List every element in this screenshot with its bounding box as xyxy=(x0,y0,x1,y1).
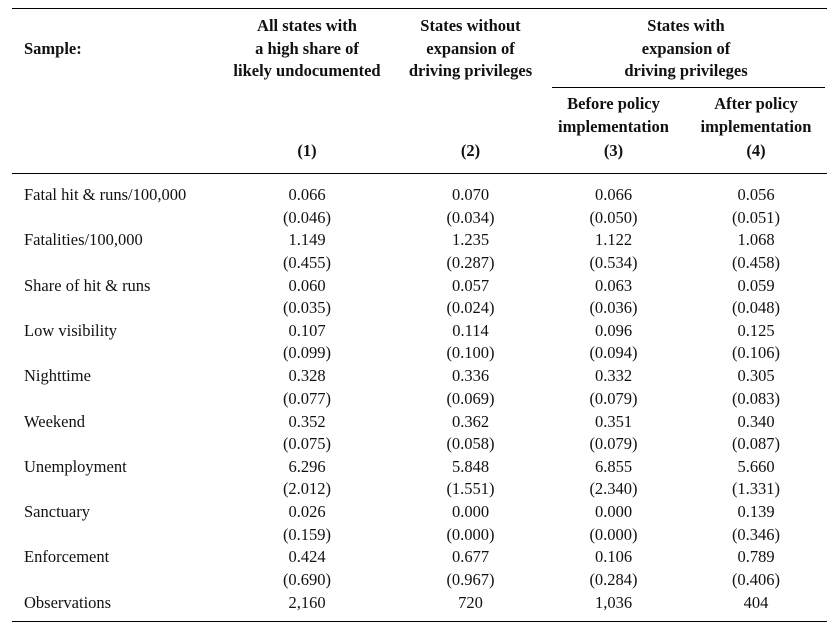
sd-cell: (0.077) xyxy=(282,388,332,408)
sd-cell: (0.058) xyxy=(446,434,495,453)
mean-cell: 0.106 xyxy=(594,547,633,567)
col-number-3: (3) xyxy=(603,141,624,160)
mean-cell: 0.070 xyxy=(451,185,490,204)
sd-cell: (0.287) xyxy=(446,252,495,272)
mean-cell: 0.340 xyxy=(737,411,775,431)
mean-cell: 0.057 xyxy=(451,275,490,295)
sd-cell: (2.012) xyxy=(282,479,332,499)
sd-cell: (0.050) xyxy=(589,207,638,227)
col-number-1: (1) xyxy=(297,141,317,160)
sd-cell: (2.340) xyxy=(589,479,638,499)
row-label: Weekend xyxy=(24,411,85,431)
sd-cell: (0.106) xyxy=(731,343,781,363)
col-number-4: (4) xyxy=(746,141,766,160)
mean-cell: 0.096 xyxy=(594,320,633,340)
sd-cell: (0.094) xyxy=(589,343,638,363)
mean-cell: 1.235 xyxy=(451,230,490,250)
row-label: Low visibility xyxy=(24,320,118,340)
mean-cell: 1.122 xyxy=(594,230,633,250)
group-underline xyxy=(552,87,825,88)
mean-cell: 0.026 xyxy=(288,502,326,522)
col1-title xyxy=(222,15,392,83)
sd-cell: (0.024) xyxy=(446,298,495,318)
sd-cell: (0.534) xyxy=(589,252,638,272)
row-label: Nighttime xyxy=(24,366,91,386)
sd-cell: (0.967) xyxy=(446,569,495,589)
col2-title xyxy=(398,15,543,83)
sd-cell: (1.331) xyxy=(731,479,781,499)
col1-title-line: likely undocumented xyxy=(233,61,381,80)
col4-subtitle-line: After policy xyxy=(714,94,798,113)
mean-cell: 0.063 xyxy=(594,275,633,295)
sd-cell: (0.100) xyxy=(446,343,495,363)
sd-cell: (1.551) xyxy=(446,479,495,499)
observations-cell: 720 xyxy=(458,593,483,612)
observations-cell: 2,160 xyxy=(288,593,326,612)
sd-cell: (0.048) xyxy=(731,298,781,318)
group-title-line: States with xyxy=(647,16,725,35)
mean-cell: 0.066 xyxy=(594,185,633,204)
mean-cell: 6.296 xyxy=(288,456,326,476)
mean-cell: 1.149 xyxy=(288,230,326,250)
sd-cell: (0.051) xyxy=(731,207,781,227)
bottom-rule xyxy=(12,621,827,622)
mean-cell: 0.059 xyxy=(737,275,775,295)
header-rule xyxy=(12,173,827,174)
sd-cell: (0.458) xyxy=(731,252,781,272)
observations-cell: 1,036 xyxy=(594,593,633,612)
row-label: Fatalities/100,000 xyxy=(24,230,143,250)
mean-cell: 0.107 xyxy=(288,320,326,340)
mean-cell: 0.114 xyxy=(452,320,489,340)
sd-cell: (0.406) xyxy=(731,569,781,589)
observations-cell: 404 xyxy=(743,593,769,612)
sd-cell: (0.099) xyxy=(282,343,332,363)
sd-cell: (0.159) xyxy=(282,524,332,544)
mean-cell: 0.056 xyxy=(737,185,775,204)
col3-subtitle xyxy=(546,93,681,138)
mean-cell: 0.000 xyxy=(594,502,633,522)
group-title-line: expansion of xyxy=(641,38,731,58)
mean-cell: 0.352 xyxy=(288,411,326,431)
mean-cell: 0.332 xyxy=(594,366,633,386)
col1-title-line: a high share of xyxy=(255,38,359,58)
sd-cell: (0.079) xyxy=(589,388,638,408)
sd-cell: (0.000) xyxy=(446,524,495,544)
sd-cell: (0.069) xyxy=(446,388,495,408)
row-label: Sanctuary xyxy=(24,502,90,522)
sd-cell: (0.079) xyxy=(589,434,638,453)
sd-cell: (0.075) xyxy=(282,434,332,453)
col2-title-line: driving privileges xyxy=(408,61,533,80)
mean-cell: 0.305 xyxy=(737,366,775,386)
col3-subtitle-line: Before policy xyxy=(567,94,660,113)
mean-cell: 0.066 xyxy=(288,185,326,204)
sd-cell: (0.346) xyxy=(731,524,781,544)
sd-cell: (0.284) xyxy=(589,569,638,589)
col4-subtitle xyxy=(686,93,826,138)
mean-cell: 1.068 xyxy=(737,230,775,250)
col2-title-line: States without xyxy=(420,16,521,35)
mean-cell: 0.328 xyxy=(288,366,326,386)
sd-cell: (0.083) xyxy=(731,388,781,408)
top-rule xyxy=(12,8,827,9)
row-label: Share of hit & runs xyxy=(24,275,151,295)
mean-cell: 0.351 xyxy=(594,411,633,431)
mean-cell: 5.848 xyxy=(451,456,490,476)
col1-title-line: All states with xyxy=(257,16,357,35)
col4-subtitle-line: implementation xyxy=(700,116,812,136)
sd-cell: (0.036) xyxy=(589,298,638,318)
group-title xyxy=(546,15,826,83)
sd-cell: (0.087) xyxy=(731,434,781,453)
sd-cell: (0.046) xyxy=(282,207,332,227)
mean-cell: 0.336 xyxy=(451,366,490,386)
mean-cell: 0.125 xyxy=(737,320,775,340)
observations-label: Observations xyxy=(24,593,112,612)
row-label: Fatal hit & runs/100,000 xyxy=(24,185,187,204)
mean-cell: 0.139 xyxy=(737,502,775,522)
mean-cell: 0.677 xyxy=(451,547,490,567)
mean-cell: 0.424 xyxy=(288,547,326,567)
mean-cell: 0.362 xyxy=(451,411,490,431)
sd-cell: (0.690) xyxy=(282,569,332,589)
mean-cell: 0.000 xyxy=(451,502,490,522)
mean-cell: 0.060 xyxy=(288,275,326,295)
group-title-line: driving privileges xyxy=(624,61,748,80)
col2-title-line: expansion of xyxy=(426,38,515,58)
mean-cell: 6.855 xyxy=(594,456,633,476)
sd-cell: (0.035) xyxy=(282,298,332,318)
row-label: Unemployment xyxy=(24,456,127,476)
mean-cell: 5.660 xyxy=(737,456,775,476)
col-number-2: (2) xyxy=(460,141,481,160)
sd-cell: (0.000) xyxy=(589,524,638,544)
col3-subtitle-line: implementation xyxy=(558,116,669,136)
sd-cell: (0.455) xyxy=(282,252,332,272)
sd-cell: (0.034) xyxy=(446,207,495,227)
sample-label: Sample: xyxy=(24,39,82,58)
row-label: Enforcement xyxy=(24,547,110,567)
mean-cell: 0.789 xyxy=(737,547,775,567)
